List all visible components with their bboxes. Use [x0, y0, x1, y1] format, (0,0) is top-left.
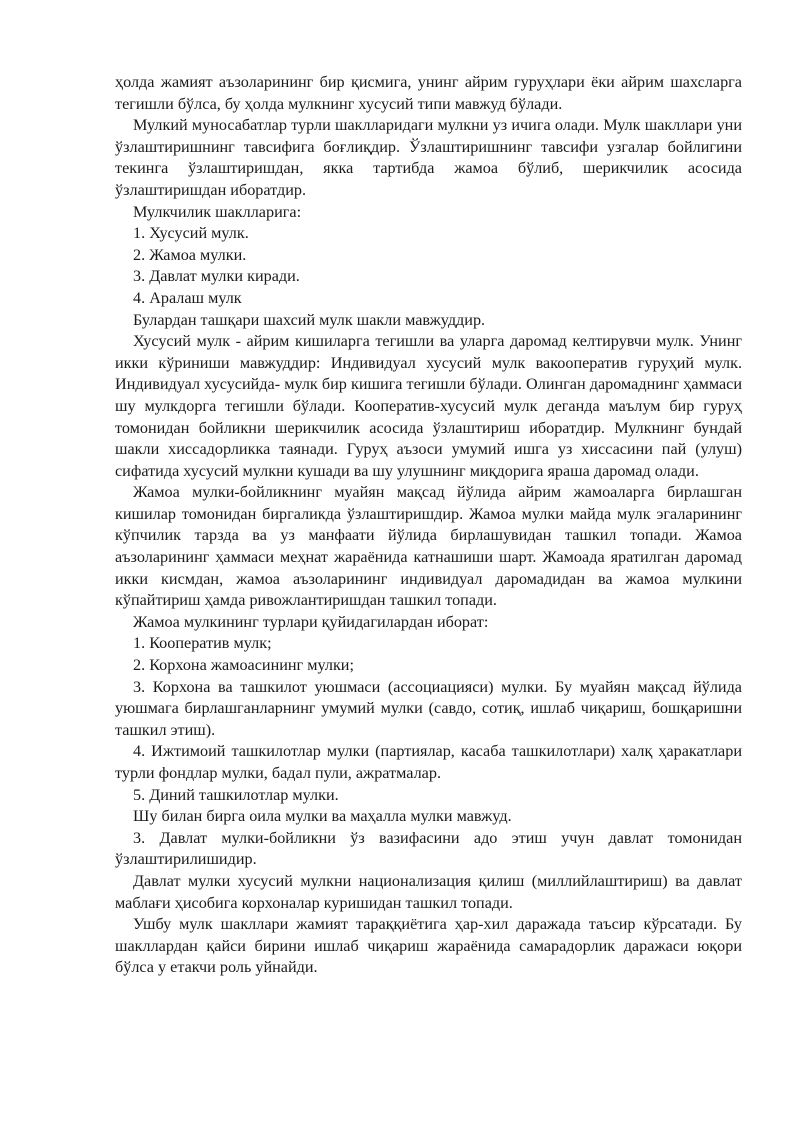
- paragraph: Жамоа мулки-бойликнинг муайян мақсад йўлида айрим жамоаларга бирлашган кишилар томонидан биргаликда ўзлаштиришдир. Жамоа мулки майда мулк эгаларининг кўпчилик тарзда ва уз манфаати йўлида бирлашувидан ташкил топади. Жамоа аъзоларининг ҳаммаси меҳнат жараёнида катнашиши шарт. Жамоада яратилган даромад икки кисмдан, жамоа аъзоларининг индивидуал даромадидан ва жамоа мулкини кўпайтириш ҳамда ривожлантиришдан ташкил топади.: [115, 483, 742, 610]
- list-item: 5. Диний ташкилотлар мулки.: [133, 785, 339, 804]
- list-item: 1. Кооператив мулк;: [133, 634, 272, 653]
- list-item: 1. Хусусий мулк.: [133, 224, 249, 243]
- paragraph: Мулкий муносабатлар турли шаклларидаги мулкни уз ичига олади. Мулк шакллари уни ўзлаштиришнинг тавсифига боғлиқдир. Ўзлаштиришнинг тавсифи узгалар бойлигини текинга ўзлаштиришдан, якка тартибда жамоа бўлиб, шерикчилик асосида ўзлаштиришдан иборатдир.: [115, 116, 742, 199]
- paragraph: ҳолда жамият аъзоларининг бир қисмига, унинг айрим гуруҳлари ёки айрим шахсларга тегишли бўлса, бу ҳолда мулкнинг хусусий типи мавжуд бўлади.: [115, 73, 742, 113]
- document-page: [115, 72, 742, 979]
- list-item: 4. Аралаш мулк: [133, 288, 242, 307]
- list-item: 3. Корхона ва ташкилот уюшмаси (ассоциацияси) мулки. Бу муайян мақсад йўлида уюшмага бирлашганларнинг умумий мулки (савдо, сотиқ, ишлаб чиқариш, бошқаришни ташкил этиш).: [115, 677, 742, 739]
- paragraph: Хусусий мулк - айрим кишиларга тегишли ва уларга даромад келтирувчи мулк. Унинг икки кўриниши мавжуддир: Индивидуал хусусий мулк вакооператив гуруҳий мулк. Индивидуал хусусийда- мулк бир кишига тегишли бўлади. Олинган даромаднинг ҳаммаси шу мулкдорга тегишли бўлади. Кооператив-хусусий мулк деганда маълум бир гуруҳ томонидан бойликни шерикчилик асосида ўзлаштириш иборатдир. Мулкнинг бундай шакли хиссадорликка таянади. Гуруҳ аъзоси умумий ишга уз хиссасини пай (улуш) сифатида хусусий мулкни кушади ва шу улушнинг миқдорига яраша даромад олади.: [115, 332, 742, 480]
- paragraph: Ушбу мулк шакллари жамият тараққиётига ҳар-хил даражада таъсир кўрсатади. Бу шакллардан қайси бирини ишлаб чиқариш жараёнида самарадорлик даражаси юқори бўлса у етакчи роль уйнайди.: [115, 915, 742, 977]
- list-item: 2. Жамоа мулки.: [133, 245, 247, 264]
- list-item: 3. Давлат мулки киради.: [133, 267, 300, 286]
- paragraph: Шу билан бирга оила мулки ва маҳалла мулки мавжуд.: [133, 807, 512, 826]
- paragraph: 3. Давлат мулки-бойликни ўз вазифасини адо этиш учун давлат томонидан ўзлаштирилишидир.: [115, 828, 742, 869]
- list-item: 2. Корхона жамоасининг мулки;: [133, 656, 354, 675]
- list-heading: Жамоа мулкининг турлари қуйидагилардан иборат:: [133, 612, 489, 631]
- paragraph: Давлат мулки хусусий мулкни национализация қилиш (миллийлаштириш) ва давлат маблағи ҳисобига корхоналар куришидан ташкил топади.: [115, 871, 742, 912]
- list-heading: Мулкчилик шаклларига:: [133, 202, 302, 221]
- list-item: 4. Ижтимоий ташкилотлар мулки (партиялар, касаба ташкилотлари) халқ ҳаракатлари турли фондлар мулки, бадал пули, ажратмалар.: [115, 742, 742, 782]
- paragraph: Булардан ташқари шахсий мулк шакли мавжуддир.: [133, 310, 486, 329]
